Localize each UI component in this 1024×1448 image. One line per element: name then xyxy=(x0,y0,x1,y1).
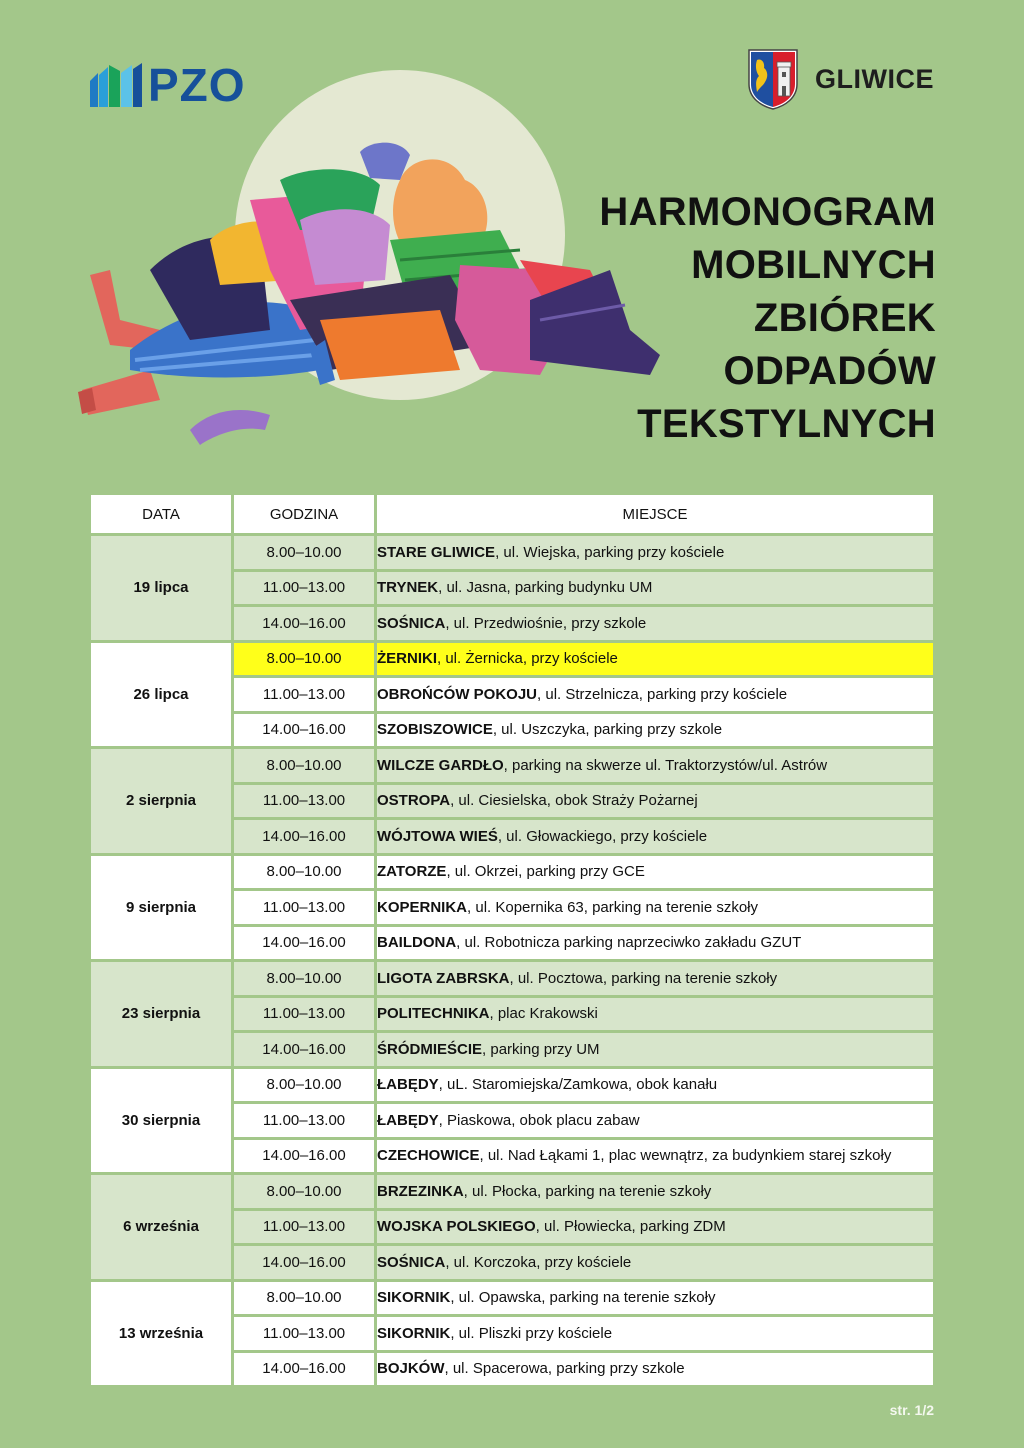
time-cell: 11.00–13.00 xyxy=(234,1211,374,1244)
district-name: SOŚNICA xyxy=(377,614,446,632)
title-line: HARMONOGRAM xyxy=(599,190,936,234)
address-text: , ul. Kopernika 63, parking na terenie szkoły xyxy=(467,898,759,916)
district-name: OSTROPA xyxy=(377,792,451,810)
district-name: STARE GLIWICE xyxy=(377,543,496,561)
date-cell: 13 września xyxy=(91,1282,231,1386)
district-name: WOJSKA POLSKIEGO xyxy=(377,1218,536,1236)
place-cell xyxy=(377,1211,933,1244)
district-name: POLITECHNIKA xyxy=(377,1005,490,1023)
time-cell: 11.00–13.00 xyxy=(234,1104,374,1137)
city-crest-icon xyxy=(747,48,799,110)
place-cell xyxy=(377,927,933,960)
place-cell xyxy=(377,1353,933,1386)
district-name: SZOBISZOWICE xyxy=(377,721,493,739)
district-name: SIKORNIK xyxy=(377,1289,451,1307)
address-text: , ul. Uszczyka, parking przy szkole xyxy=(492,721,723,739)
time-cell: 11.00–13.00 xyxy=(234,678,374,711)
time-cell: 11.00–13.00 xyxy=(234,998,374,1031)
place-cell xyxy=(377,1246,933,1279)
schedule-body xyxy=(91,536,933,1385)
pzo-logo-text: PZO xyxy=(148,59,246,111)
place-cell xyxy=(377,678,933,711)
district-name: LIGOTA ZABRSKA xyxy=(377,969,510,987)
title-line: MOBILNYCH xyxy=(691,243,936,287)
address-text: , ul. Spacerowa, parking przy szkole xyxy=(444,1360,685,1378)
address-text: , ul. Głowackiego, przy kościele xyxy=(497,827,708,845)
time-cell: 11.00–13.00 xyxy=(234,891,374,924)
address-text: , ul. Przedwiośnie, przy szkole xyxy=(445,614,647,632)
title-line: ZBIÓREK xyxy=(753,296,936,340)
place-cell xyxy=(377,749,933,782)
district-name: ŻERNIKI xyxy=(377,650,437,668)
time-cell: 14.00–16.00 xyxy=(234,607,374,640)
address-text: , ul. Robotnicza parking naprzeciwko zakładu GZUT xyxy=(456,934,802,952)
table-row xyxy=(91,962,933,995)
time-cell: 8.00–10.00 xyxy=(234,1175,374,1208)
place-cell xyxy=(377,891,933,924)
address-text: , ul. Okrzei, parking przy GCE xyxy=(446,863,645,881)
district-name: OBROŃCÓW POKOJU xyxy=(377,685,538,703)
district-name: ZATORZE xyxy=(377,863,447,881)
address-text: , ul. Żernicka, przy kościele xyxy=(437,650,618,668)
time-cell: 8.00–10.00 xyxy=(234,749,374,782)
title-line: ODPADÓW xyxy=(723,349,936,393)
table-row xyxy=(91,856,933,889)
page-number: str. 1/2 xyxy=(889,1402,934,1418)
address-text: , ul. Nad Łąkami 1, plac wewnątrz, za budynkiem starej szkoły xyxy=(479,1147,892,1165)
table-row xyxy=(91,1175,933,1208)
clothes-pile-illustration xyxy=(70,70,690,450)
address-text: , plac Krakowski xyxy=(489,1005,598,1023)
district-name: CZECHOWICE xyxy=(377,1147,480,1165)
address-text: , Piaskowa, obok placu zabaw xyxy=(438,1111,640,1129)
time-cell: 8.00–10.00 xyxy=(234,536,374,569)
place-cell xyxy=(377,1175,933,1208)
place-cell xyxy=(377,820,933,853)
address-text: , ul. Ciesielska, obok Straży Pożarnej xyxy=(450,792,698,810)
page-title xyxy=(599,186,936,451)
address-text: , ul. Wiejska, parking przy kościele xyxy=(495,543,725,561)
district-name: SIKORNIK xyxy=(377,1324,451,1342)
time-cell: 11.00–13.00 xyxy=(234,572,374,605)
district-name: BRZEZINKA xyxy=(377,1182,464,1200)
place-cell xyxy=(377,607,933,640)
time-cell: 11.00–13.00 xyxy=(234,785,374,818)
address-text: , ul. Płocka, parking na terenie szkoły xyxy=(463,1182,712,1200)
district-name: WILCZE GARDŁO xyxy=(377,756,504,774)
place-cell xyxy=(377,643,933,676)
place-cell xyxy=(377,998,933,1031)
district-name: KOPERNIKA xyxy=(377,898,468,916)
place-cell xyxy=(377,1317,933,1350)
time-cell: 8.00–10.00 xyxy=(234,856,374,889)
date-cell: 9 sierpnia xyxy=(91,856,231,960)
date-cell: 30 sierpnia xyxy=(91,1069,231,1173)
place-cell xyxy=(377,1282,933,1315)
place-cell xyxy=(377,856,933,889)
time-cell: 8.00–10.00 xyxy=(234,1282,374,1315)
place-cell xyxy=(377,1104,933,1137)
address-text: , ul. Strzelnicza, parking przy kościele xyxy=(537,685,788,703)
address-text: , parking na skwerze ul. Traktorzystów/ul. Astrów xyxy=(503,756,828,774)
time-cell: 14.00–16.00 xyxy=(234,1353,374,1386)
place-cell xyxy=(377,785,933,818)
district-name: ŁABĘDY xyxy=(377,1076,439,1094)
title-line: TEKSTYLNYCH xyxy=(637,402,936,446)
place-cell xyxy=(377,962,933,995)
header-time: GODZINA xyxy=(234,495,374,533)
header-date: DATA xyxy=(91,495,231,533)
gliwice-logo xyxy=(747,48,934,110)
time-cell: 8.00–10.00 xyxy=(234,962,374,995)
place-cell xyxy=(377,1033,933,1066)
address-text: , ul. Pocztowa, parking na terenie szkoły xyxy=(509,969,778,987)
place-cell xyxy=(377,714,933,747)
place-cell xyxy=(377,1140,933,1173)
date-cell: 26 lipca xyxy=(91,643,231,747)
district-name: WÓJTOWA WIEŚ xyxy=(377,827,498,845)
table-row xyxy=(91,749,933,782)
address-text: , uL. Staromiejska/Zamkowa, obok kanału xyxy=(438,1076,718,1094)
date-cell: 23 sierpnia xyxy=(91,962,231,1066)
time-cell: 14.00–16.00 xyxy=(234,1033,374,1066)
table-row xyxy=(91,643,933,676)
district-name: BAILDONA xyxy=(377,934,457,952)
address-text: , ul. Opawska, parking na terenie szkoły xyxy=(450,1289,716,1307)
time-cell: 14.00–16.00 xyxy=(234,1246,374,1279)
district-name: SOŚNICA xyxy=(377,1253,446,1271)
address-text: , parking przy UM xyxy=(482,1040,600,1058)
header-place: MIEJSCE xyxy=(377,495,933,533)
table-row xyxy=(91,536,933,569)
district-name: ŁABĘDY xyxy=(377,1111,439,1129)
date-cell: 2 sierpnia xyxy=(91,749,231,853)
table-row xyxy=(91,1069,933,1102)
place-cell xyxy=(377,536,933,569)
date-cell: 6 września xyxy=(91,1175,231,1279)
district-name: BOJKÓW xyxy=(377,1360,445,1378)
district-name: TRYNEK xyxy=(377,579,439,597)
table-header-row xyxy=(91,495,933,533)
time-cell: 8.00–10.00 xyxy=(234,1069,374,1102)
place-cell xyxy=(377,1069,933,1102)
address-text: , ul. Pliszki przy kościele xyxy=(450,1324,613,1342)
time-cell: 14.00–16.00 xyxy=(234,1140,374,1173)
address-text: , ul. Jasna, parking budynku UM xyxy=(438,579,653,597)
date-cell: 19 lipca xyxy=(91,536,231,640)
city-name: GLIWICE xyxy=(815,63,934,94)
district-name: ŚRÓDMIEŚCIE xyxy=(377,1040,483,1058)
place-cell xyxy=(377,572,933,605)
table-row xyxy=(91,1282,933,1315)
schedule-table xyxy=(88,492,936,1388)
time-cell: 14.00–16.00 xyxy=(234,927,374,960)
time-cell: 11.00–13.00 xyxy=(234,1317,374,1350)
address-text: , ul. Płowiecka, parking ZDM xyxy=(535,1218,726,1236)
time-cell: 14.00–16.00 xyxy=(234,714,374,747)
time-cell: 14.00–16.00 xyxy=(234,820,374,853)
address-text: , ul. Korczoka, przy kościele xyxy=(445,1253,632,1271)
time-cell: 8.00–10.00 xyxy=(234,643,374,676)
